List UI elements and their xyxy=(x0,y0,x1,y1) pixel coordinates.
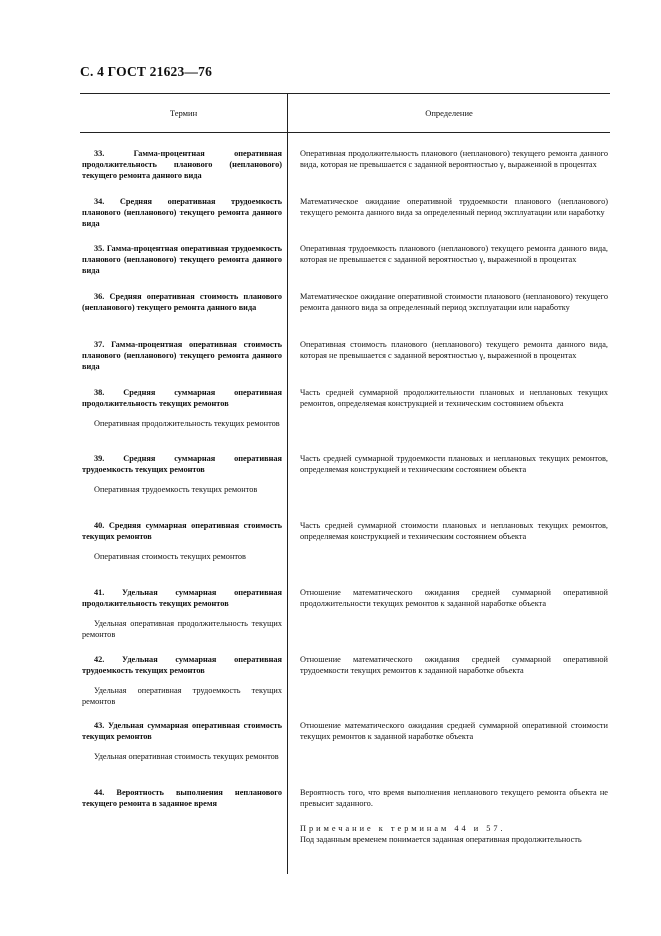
definition-text: Отношение математического ожидания средней суммарной оперативной продолжительности текущих ремонтов к заданной наработке объекта xyxy=(300,588,608,608)
definition-row xyxy=(288,654,610,676)
term-text: 33. Гамма-процентная оперативная продолжительность планового (непланового) текущего ремонта данного вида xyxy=(82,149,282,180)
term-row xyxy=(80,787,287,809)
note-text: Под заданным временем понимается заданная оперативная продолжительность xyxy=(300,835,582,844)
term-synonym: Удельная оперативная продолжительность текущих ремонтов xyxy=(82,619,282,639)
term-text: 35. Гамма-процентная оперативная трудоемкость планового (непланового) текущего ремонта данного вида xyxy=(82,244,282,275)
note xyxy=(288,823,610,845)
definition-text: Часть средней суммарной стоимости плановых и неплановых текущих ремонтов, определяемая конструкцией и техническим состоянием объекта xyxy=(300,521,608,541)
definition-row xyxy=(288,787,610,845)
term-text: 39. Средняя суммарная оперативная трудоемкость текущих ремонтов xyxy=(82,454,282,474)
term-row xyxy=(80,339,287,372)
term-row xyxy=(80,587,287,640)
definition-row xyxy=(288,196,610,218)
term-text: 34. Средняя оперативная трудоемкость планового (непланового) текущего ремонта данного вида xyxy=(82,197,282,228)
definition-row xyxy=(288,387,610,409)
definition-row xyxy=(288,243,610,265)
terms-table xyxy=(80,93,610,874)
term-text: 40. Средняя суммарная оперативная стоимость текущих ремонтов xyxy=(82,521,282,541)
definition-text: Оперативная трудоемкость планового (непланового) текущего ремонта данного вида, которая не превышается с заданной вероятностью γ, выраженной в процентах xyxy=(300,244,608,264)
term-row xyxy=(80,196,287,229)
definition-text: Часть средней суммарной трудоемкости плановых и неплановых текущих ремонтов, определяемая конструкцией и техническим состоянием объекта xyxy=(300,454,608,474)
definition-row xyxy=(288,453,610,475)
table-header xyxy=(80,94,610,133)
term-column xyxy=(80,133,288,874)
definition-text: Математическое ожидание оперативной трудоемкости планового (непланового) текущего ремонта данного вида за определенный период эксплуатации или наработку xyxy=(300,197,608,217)
definition-row xyxy=(288,587,610,609)
definition-row xyxy=(288,520,610,542)
term-row xyxy=(80,654,287,707)
term-text: 41. Удельная суммарная оперативная продолжительность текущих ремонтов xyxy=(82,588,282,608)
term-text: 36. Средняя оперативная стоимость планового (непланового) текущего ремонта данного вида xyxy=(82,292,282,312)
definition-text: Оперативная стоимость планового (непланового) текущего ремонта данного вида, которая не превышается с заданной вероятностью γ, выраженной в процентах xyxy=(300,340,608,360)
term-text: 42. Удельная суммарная оперативная трудоемкость текущих ремонтов xyxy=(82,655,282,675)
term-text: 43. Удельная суммарная оперативная стоимость текущих ремонтов xyxy=(82,721,282,741)
term-row xyxy=(80,243,287,276)
definition-text: Отношение математического ожидания средней суммарной оперативной трудоемкости текущих ремонтов к заданной наработке объекта xyxy=(300,655,608,675)
term-synonym: Оперативная стоимость текущих ремонтов xyxy=(94,552,246,561)
definition-row xyxy=(288,291,610,313)
table-body xyxy=(80,133,610,874)
term-row xyxy=(80,520,287,562)
term-synonym: Оперативная трудоемкость текущих ремонтов xyxy=(94,485,258,494)
definition-text: Часть средней суммарной продолжительности плановых и неплановых текущих ремонтов, определяемая конструкцией и техническим состоянием объекта xyxy=(300,388,608,408)
term-synonym: Удельная оперативная трудоемкость текущих ремонтов xyxy=(82,686,282,706)
term-synonym: Удельная оперативная стоимость текущих ремонтов xyxy=(94,752,279,761)
term-row xyxy=(80,291,287,313)
definition-column xyxy=(288,133,610,868)
term-synonym: Оперативная продолжительность текущих ремонтов xyxy=(94,419,280,428)
column-header-definition: Определение xyxy=(425,108,473,118)
definition-text: Математическое ожидание оперативной стоимости планового (непланового) текущего ремонта данного вида за определенный период эксплуатации или наработку xyxy=(300,292,608,312)
term-text: 44. Вероятность выполнения непланового текущего ремонта в заданное время xyxy=(82,788,282,808)
note-title: Примечание к терминам 44 и 57. xyxy=(300,824,506,833)
column-header-term: Термин xyxy=(80,94,288,132)
page-header: С. 4 ГОСТ 21623—76 xyxy=(80,64,213,79)
definition-row xyxy=(288,148,610,170)
term-text: 38. Средняя суммарная оперативная продолжительность текущих ремонтов xyxy=(82,388,282,408)
definition-text: Вероятность того, что время выполнения непланового текущего ремонта объекта не превысит заданного. xyxy=(300,788,608,808)
definition-row xyxy=(288,339,610,361)
term-row xyxy=(80,453,287,495)
definition-row xyxy=(288,720,610,742)
term-row xyxy=(80,387,287,429)
term-row xyxy=(80,148,287,181)
definition-text: Отношение математического ожидания средней суммарной оперативной стоимости текущих ремонтов к заданной наработке объекта xyxy=(300,721,608,741)
term-text: 37. Гамма-процентная оперативная стоимость планового (непланового) текущего ремонта данного вида xyxy=(82,340,282,371)
term-row xyxy=(80,720,287,762)
definition-text: Оперативная продолжительность планового (непланового) текущего ремонта данного вида, которая не превышается с заданной вероятностью γ, выраженной в процентах xyxy=(300,149,608,169)
